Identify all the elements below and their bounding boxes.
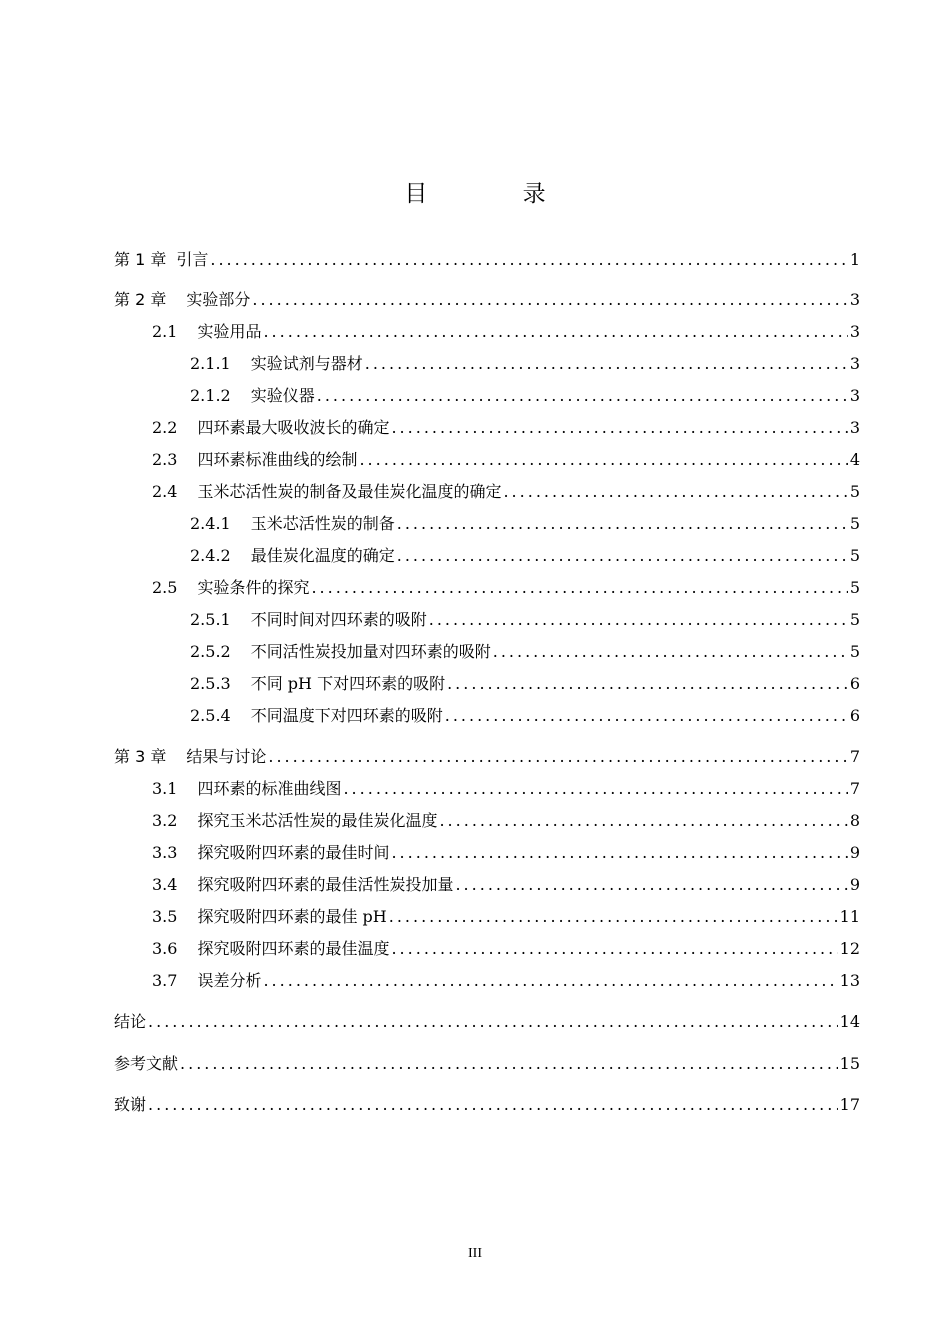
page-title: 目 录	[404, 181, 590, 207]
toc-dot-leader	[397, 544, 848, 568]
toc-entry-title: 四环素标准曲线的绘制	[197, 450, 358, 469]
toc-entry-title: 不同时间对四环素的吸附	[250, 610, 427, 629]
page-number: III	[468, 1246, 482, 1261]
toc-entry-page: 5	[849, 610, 860, 629]
toc-entry-page: 14	[839, 1012, 860, 1031]
toc-entry-number: 3.5	[152, 907, 178, 926]
toc-entry[interactable]	[152, 905, 860, 929]
toc-entry-title: 探究吸附四环素的最佳温度	[197, 939, 390, 958]
toc-dot-leader	[252, 288, 847, 312]
toc-entry-number: 2.1	[152, 322, 178, 341]
toc-entry-number: 3.4	[152, 875, 178, 894]
toc-entry[interactable]	[114, 745, 860, 769]
toc-entry[interactable]	[190, 384, 860, 408]
toc-dot-leader	[391, 937, 837, 961]
toc-dot-leader	[148, 1093, 838, 1117]
toc-entry-number: 第 1 章	[114, 250, 167, 269]
toc-dot-leader	[210, 248, 847, 272]
toc-entry-number: 2.1.2	[190, 386, 231, 405]
toc-entry[interactable]	[114, 1093, 860, 1117]
toc-entry-number: 2.5.3	[190, 674, 231, 693]
toc-entry-number: 第 3 章	[114, 747, 167, 766]
toc-dot-leader	[268, 745, 847, 769]
toc-entry-number: 2.4.2	[190, 546, 231, 565]
toc-dot-leader	[429, 608, 848, 632]
toc-entry[interactable]	[190, 704, 860, 728]
toc-entry-number: 3.3	[152, 843, 178, 862]
toc-entry-number: 2.3	[152, 450, 178, 469]
toc-entry-number: 3.6	[152, 939, 178, 958]
toc-dot-leader	[359, 448, 847, 472]
toc-dot-leader	[389, 905, 838, 929]
toc-entry-page: 9	[849, 843, 860, 862]
toc-entry[interactable]	[152, 448, 860, 472]
toc-entry[interactable]	[152, 576, 860, 600]
toc-entry-page: 15	[839, 1054, 860, 1073]
toc-entry-title: 探究吸附四环素的最佳时间	[197, 843, 390, 862]
toc-entry-page: 5	[849, 642, 860, 661]
toc-entry-number: 2.5.1	[190, 610, 231, 629]
toc-entry-page: 3	[849, 418, 860, 437]
toc-entry-number: 2.1.1	[190, 354, 231, 373]
toc-entry-title: 实验部分	[186, 290, 251, 309]
toc-entry-number: 2.2	[152, 418, 178, 437]
toc-entry-number: 2.5.2	[190, 642, 231, 661]
toc-entry-page: 17	[839, 1095, 860, 1114]
toc-entry-number: 第 2 章	[114, 290, 167, 309]
toc-entry[interactable]	[190, 640, 860, 664]
toc-entry-title: 不同 pH 下对四环素的吸附	[250, 674, 446, 693]
toc-entry[interactable]	[190, 672, 860, 696]
toc-entry[interactable]	[114, 248, 860, 272]
toc-entry-page: 3	[849, 386, 860, 405]
toc-entry-page: 5	[849, 482, 860, 501]
toc-entry-title: 参考文献	[114, 1054, 179, 1073]
toc-entry[interactable]	[114, 288, 860, 312]
toc-entry[interactable]	[152, 480, 860, 504]
toc-dot-leader	[343, 777, 847, 801]
toc-dot-leader	[180, 1052, 838, 1076]
toc-entry-page: 7	[849, 747, 860, 766]
toc-dot-leader	[263, 320, 847, 344]
toc-dot-leader	[263, 969, 837, 993]
toc-entry-title: 探究吸附四环素的最佳活性炭投加量	[197, 875, 454, 894]
toc-dot-leader	[148, 1010, 838, 1034]
toc-entry-title: 四环素最大吸收波长的确定	[197, 418, 390, 437]
toc-entry-page: 3	[849, 322, 860, 341]
toc-dot-leader	[397, 512, 848, 536]
toc-entry-page: 4	[849, 450, 860, 469]
toc-entry-page: 3	[849, 354, 860, 373]
toc-dot-leader	[503, 480, 847, 504]
toc-entry-number: 2.5	[152, 578, 178, 597]
toc-entry-page: 7	[849, 779, 860, 798]
toc-entry-title: 致谢	[114, 1095, 147, 1114]
toc-entry-title: 实验条件的探究	[197, 578, 310, 597]
toc-entry[interactable]	[152, 320, 860, 344]
toc-entry[interactable]	[190, 608, 860, 632]
toc-entry-title: 探究吸附四环素的最佳 pH	[197, 907, 387, 926]
toc-entry-title: 四环素的标准曲线图	[197, 779, 342, 798]
toc-entry-page: 6	[849, 674, 860, 693]
toc-dot-leader	[447, 672, 848, 696]
toc-dot-leader	[391, 841, 847, 865]
toc-entry-title: 实验试剂与器材	[250, 354, 363, 373]
toc-entry[interactable]	[114, 1010, 860, 1034]
toc-entry-title: 实验仪器	[250, 386, 315, 405]
toc-entry-page: 12	[839, 939, 860, 958]
toc-dot-leader	[311, 576, 847, 600]
toc-entry-title: 结果与讨论	[186, 747, 267, 766]
toc-entry[interactable]	[190, 352, 860, 376]
toc-entry-page: 11	[839, 907, 860, 926]
toc-entry[interactable]	[152, 937, 860, 961]
toc-entry-page: 5	[849, 514, 860, 533]
toc-entry[interactable]	[114, 1052, 860, 1076]
toc-entry-page: 13	[839, 971, 860, 990]
toc-dot-leader	[391, 416, 847, 440]
toc-dot-leader	[439, 809, 847, 833]
toc-entry-number: 2.5.4	[190, 706, 231, 725]
toc-entry[interactable]	[152, 809, 860, 833]
toc-entry-title: 引言	[176, 250, 209, 269]
toc-dot-leader	[493, 640, 848, 664]
toc-dot-leader	[455, 873, 847, 897]
toc-entry[interactable]	[152, 873, 860, 897]
toc-entry-title: 不同活性炭投加量对四环素的吸附	[250, 642, 491, 661]
toc-entry-number: 2.4	[152, 482, 178, 501]
toc-entry[interactable]	[152, 841, 860, 865]
toc-entry[interactable]	[190, 512, 860, 536]
toc-entry-number: 3.1	[152, 779, 178, 798]
toc-entry-number: 3.2	[152, 811, 178, 830]
toc-entry-title: 误差分析	[197, 971, 262, 990]
toc-entry-title: 最佳炭化温度的确定	[250, 546, 395, 565]
toc-entry-page: 5	[849, 546, 860, 565]
toc-entry-page: 1	[849, 250, 860, 269]
toc-entry[interactable]	[190, 544, 860, 568]
toc-entry-title: 不同温度下对四环素的吸附	[250, 706, 443, 725]
toc-dot-leader	[445, 704, 848, 728]
toc-dot-leader	[317, 384, 848, 408]
toc-entry-page: 3	[849, 290, 860, 309]
toc-entry-title: 探究玉米芯活性炭的最佳炭化温度	[197, 811, 438, 830]
toc-entry[interactable]	[152, 969, 860, 993]
toc-entry-title: 实验用品	[197, 322, 262, 341]
toc-entry-number: 2.4.1	[190, 514, 231, 533]
toc-entry-page: 9	[849, 875, 860, 894]
toc-entry-title: 玉米芯活性炭的制备	[250, 514, 395, 533]
toc-entry-page: 6	[849, 706, 860, 725]
toc-entry-page: 8	[849, 811, 860, 830]
toc-entry-title: 玉米芯活性炭的制备及最佳炭化温度的确定	[197, 482, 502, 501]
toc-entry-title: 结论	[114, 1012, 147, 1031]
toc-dot-leader	[365, 352, 848, 376]
toc-entry[interactable]	[152, 416, 860, 440]
toc-entry-page: 5	[849, 578, 860, 597]
toc-entry-number: 3.7	[152, 971, 178, 990]
toc-entry[interactable]	[152, 777, 860, 801]
